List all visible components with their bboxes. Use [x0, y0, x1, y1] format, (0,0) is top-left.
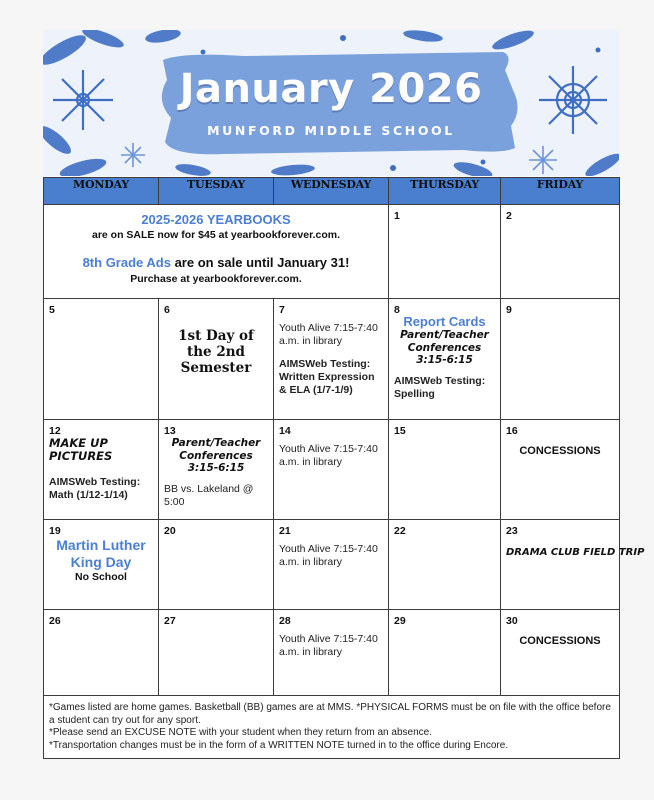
youth-alive-event: Youth Alive 7:15-7:40 a.m. in library: [279, 633, 378, 658]
day-cell: [389, 299, 501, 420]
ads-rest: are on sale until January 31!: [170, 255, 350, 270]
ads-lead: 8th Grade Ads: [82, 255, 171, 270]
page-title: January 2026: [179, 66, 483, 112]
ads-line: [49, 255, 383, 270]
day-cell: [389, 610, 501, 696]
mlk-day-event: Martin Luther King Day: [56, 537, 146, 570]
conference-time: 3:15-6:15: [416, 354, 473, 366]
day-number: 20: [164, 525, 176, 537]
week-row: [44, 610, 620, 696]
day-cell: [274, 610, 389, 696]
day-number: 9: [506, 304, 512, 316]
week-row: [44, 420, 620, 520]
weekday-tuesday: TUESDAY: [159, 178, 274, 205]
day-number: 19: [49, 525, 61, 537]
day-cell: [501, 610, 620, 696]
make-up-pictures-event: MAKE UP PICTURES: [49, 436, 113, 463]
day-number: 16: [506, 425, 518, 437]
day-number: 8: [394, 304, 400, 316]
day-cell: [159, 420, 274, 520]
day-number: 22: [394, 525, 406, 537]
day-number: 13: [164, 425, 176, 437]
day-cell: [44, 420, 159, 520]
day-cell: [159, 610, 274, 696]
yearbook-title: 2025-2026 YEARBOOKS: [141, 212, 291, 227]
conference-title: Parent/Teacher Conferences: [171, 437, 261, 462]
day-cell: [44, 610, 159, 696]
concessions-event: CONCESSIONS: [519, 445, 601, 457]
day-number: 30: [506, 615, 518, 627]
yearbook-sale-line: are on SALE now for $45 at yearbookforever.com.: [92, 229, 340, 241]
youth-alive-event: Youth Alive 7:15-7:40 a.m. in library: [279, 443, 378, 468]
day-number: 29: [394, 615, 406, 627]
footer-note-games: *Games listed are home games. Basketball (BB) games are at MMS. *PHYSICAL FORMS must be on file with the office before a student can try out for any sport.: [49, 702, 611, 726]
aimsweb-written-event: AIMSWeb Testing: Written Expression & ELA (1/7-1/9): [279, 358, 375, 396]
day-cell: [274, 520, 389, 610]
day-number: 1: [394, 210, 400, 222]
day-cell: [501, 520, 645, 610]
weekday-monday: MONDAY: [44, 178, 159, 205]
semester-start-event: 1st Day of the 2nd Semester: [178, 328, 254, 376]
day-cell: [389, 520, 501, 610]
aimsweb-spelling-event: AIMSWeb Testing: Spelling: [394, 374, 486, 400]
no-school-note: No School: [75, 571, 127, 583]
day-number: 5: [49, 304, 55, 316]
yearbook-notice: [44, 205, 389, 299]
day-number: 23: [506, 525, 518, 537]
day-cell: [44, 299, 159, 420]
day-number: 14: [279, 425, 291, 437]
conference-title: Parent/Teacher Conferences: [400, 329, 489, 354]
day-number: 12: [49, 425, 61, 437]
day-number: 7: [279, 304, 285, 316]
basketball-game-event: BB vs. Lakeland @ 5:00: [164, 482, 254, 508]
school-name: MUNFORD MIDDLE SCHOOL: [207, 123, 455, 138]
youth-alive-event: Youth Alive 7:15-7:40 a.m. in library: [279, 322, 378, 347]
weekday-thursday: THURSDAY: [389, 178, 501, 205]
day-number: 6: [164, 304, 170, 316]
calendar-table: [43, 177, 645, 759]
day-cell: [274, 299, 389, 420]
day-cell: [501, 299, 620, 420]
week-row: [44, 299, 620, 420]
day-cell: [159, 520, 274, 610]
concessions-event: CONCESSIONS: [519, 635, 601, 647]
youth-alive-event: Youth Alive 7:15-7:40 a.m. in library: [279, 543, 378, 568]
week-row: [44, 520, 620, 610]
day-number: 2: [506, 210, 512, 222]
day-cell: [501, 205, 620, 299]
day-number: 15: [394, 425, 406, 437]
day-number: 28: [279, 615, 291, 627]
week-row: [44, 205, 620, 299]
day-number: 27: [164, 615, 176, 627]
day-cell: [389, 205, 501, 299]
day-number: 21: [279, 525, 291, 537]
day-cell: [159, 299, 274, 420]
day-cell: [501, 420, 620, 520]
ads-purchase-line: Purchase at yearbookforever.com.: [130, 273, 302, 285]
footer-row: [44, 696, 620, 759]
drama-club-event: DRAMA CLUB FIELD TRIP: [506, 547, 645, 558]
footer-notes: [44, 696, 620, 759]
header-banner: [43, 30, 619, 176]
footer-note-excuse: *Please send an EXCUSE NOTE with your student when they return from an absence.: [49, 727, 432, 738]
conference-time: 3:15-6:15: [187, 462, 245, 474]
day-cell: [44, 520, 159, 610]
footer-note-transport: *Transportation changes must be in the form of a WRITTEN NOTE turned in to the office during Encore.: [49, 739, 509, 751]
weekday-friday: FRIDAY: [501, 178, 620, 205]
weekday-wednesday: WEDNESDAY: [274, 178, 389, 205]
day-cell: [274, 420, 389, 520]
aimsweb-math-event: AIMSWeb Testing: Math (1/12-1/14): [49, 476, 141, 501]
report-cards-event: Report Cards: [403, 314, 486, 329]
day-cell: [389, 420, 501, 520]
weekday-header-row: [44, 178, 620, 205]
day-number: 26: [49, 615, 61, 627]
